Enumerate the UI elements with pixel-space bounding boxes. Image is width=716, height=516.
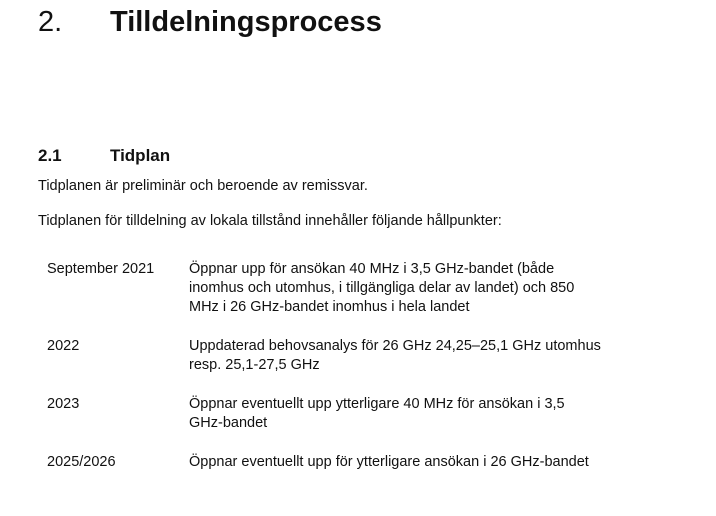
- lead-paragraph: Tidplanen för tilldelning av lokala tillstånd innehåller följande hållpunkter:: [38, 213, 502, 229]
- description-line: Öppnar eventuellt upp ytterligare 40 MHz för ansökan i 3,5: [189, 396, 565, 412]
- intro-paragraph: Tidplanen är preliminär och beroende av remissvar.: [38, 178, 368, 194]
- schedule-date: 2025/2026: [47, 454, 116, 470]
- schedule-row: [47, 453, 687, 472]
- schedule-description: [189, 395, 687, 433]
- description-line: GHz-bandet: [189, 415, 268, 431]
- schedule-row: [47, 337, 687, 375]
- section-heading: [38, 145, 170, 167]
- description-line: inomhus och utomhus, i tillgängliga delar av landet) och 850: [189, 280, 575, 296]
- description-line: Uppdaterad behovsanalys för 26 GHz 24,25–25,1 GHz utomhus: [189, 338, 601, 354]
- description-line: Öppnar upp för ansökan 40 MHz i 3,5 GHz-bandet (både: [189, 261, 555, 277]
- schedule-description: [189, 453, 687, 472]
- schedule-date: 2022: [47, 338, 80, 354]
- section-number: 2.1: [38, 146, 62, 165]
- schedule-description: [189, 337, 687, 375]
- schedule-date: September 2021: [47, 261, 155, 277]
- description-line: MHz i 26 GHz-bandet inomhus i hela landet: [189, 299, 470, 315]
- schedule-date: 2023: [47, 396, 80, 412]
- chapter-heading: [38, 4, 382, 40]
- schedule-description: [189, 260, 687, 317]
- schedule-row: [47, 395, 687, 433]
- chapter-title: Tilldelningsprocess: [110, 6, 382, 38]
- section-title: Tidplan: [110, 146, 171, 165]
- description-line: resp. 25,1-27,5 GHz: [189, 357, 320, 373]
- description-line: Öppnar eventuellt upp för ytterligare ansökan i 26 GHz-bandet: [189, 454, 589, 470]
- chapter-number: 2.: [38, 6, 63, 38]
- schedule-row: [47, 260, 687, 317]
